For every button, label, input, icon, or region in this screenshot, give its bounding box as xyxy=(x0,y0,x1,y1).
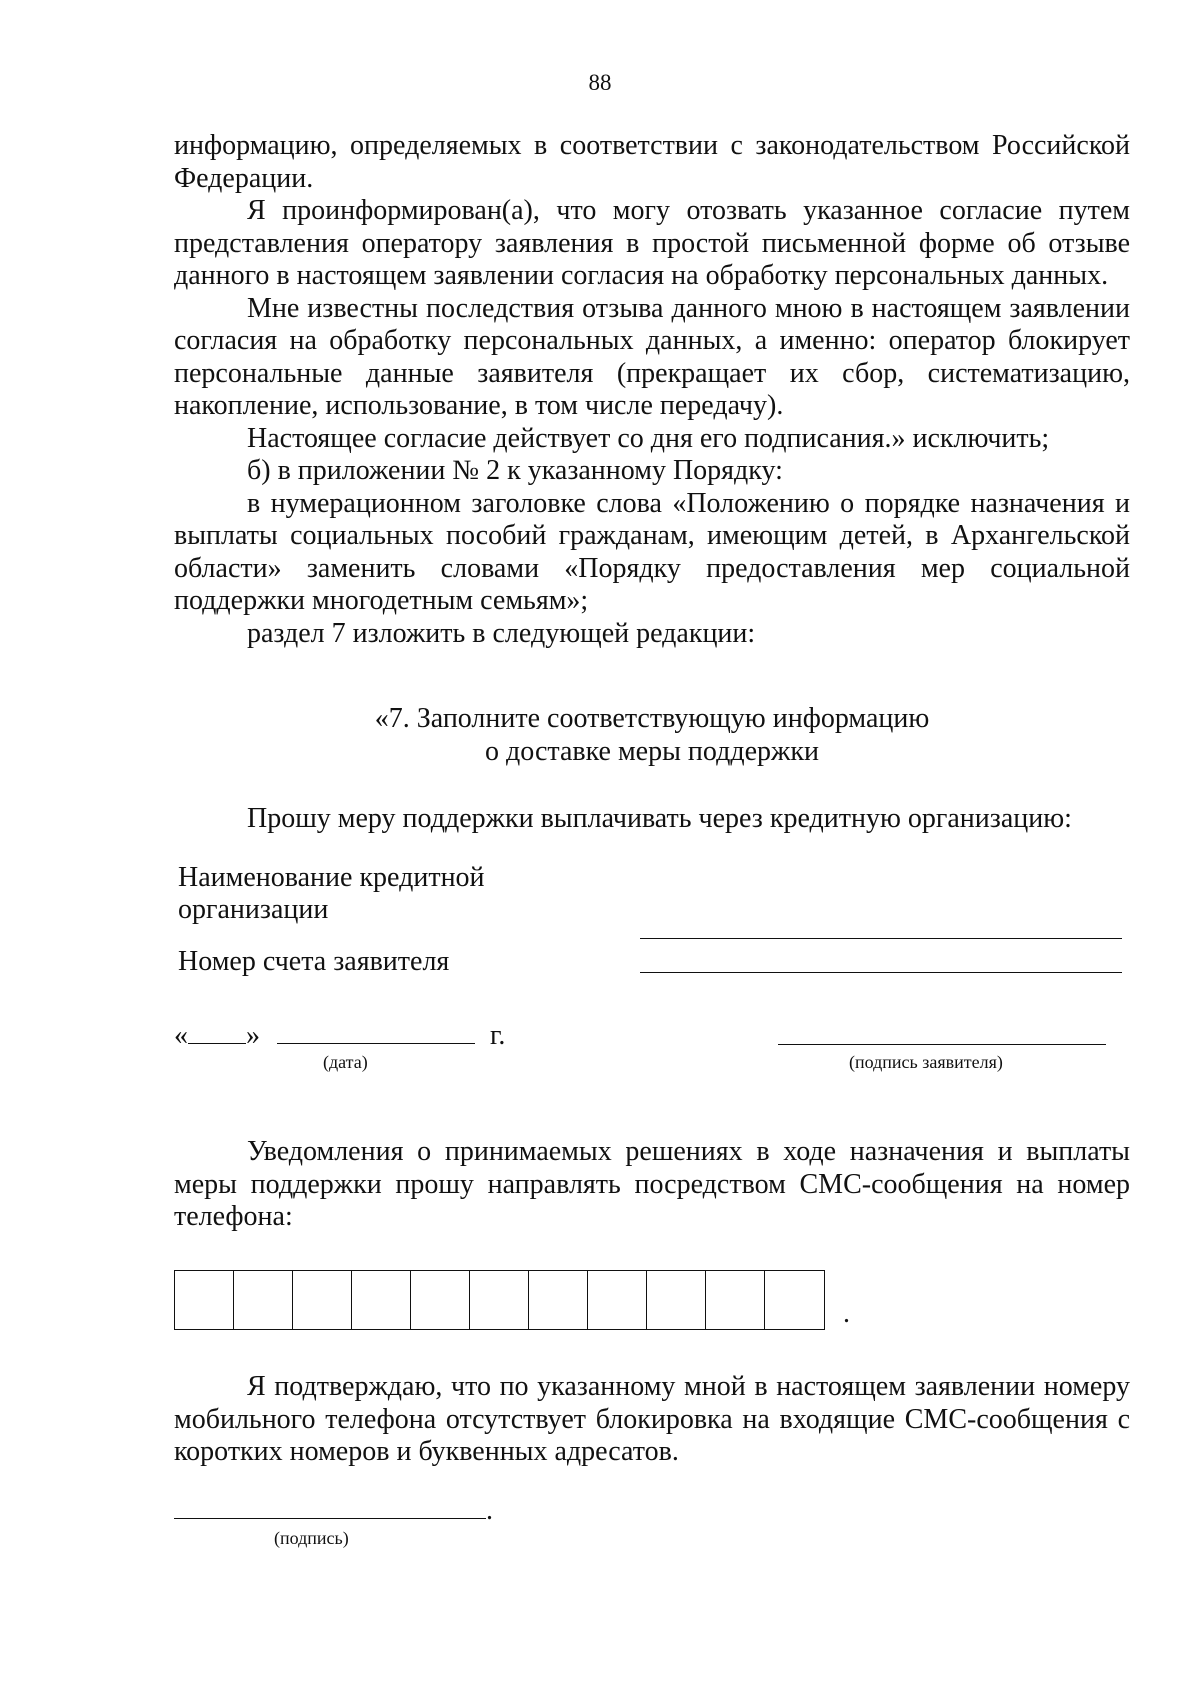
section-heading xyxy=(174,703,1130,768)
phone-digit-box[interactable] xyxy=(293,1271,352,1329)
phone-digit-box[interactable] xyxy=(647,1271,706,1329)
paragraph-appendix: б) в приложении № 2 к указанному Порядку: xyxy=(247,455,783,486)
bank-name-label-1: Наименование кредитной xyxy=(178,862,485,893)
phone-digit-box[interactable] xyxy=(706,1271,765,1329)
phone-number-boxes xyxy=(174,1270,825,1330)
sms-confirmation-text: Я подтверждаю, что по указанному мной в настоящем заявлении номеру мобильного телефона отсутствует блокировка на входящие СМС-сообщения с коротких номеров и буквенных адресатов. xyxy=(174,1371,1130,1467)
phone-trailing-period: . xyxy=(843,1298,850,1329)
phone-digit-box[interactable] xyxy=(411,1271,470,1329)
date-month-field[interactable] xyxy=(277,1021,475,1044)
phone-digit-box[interactable] xyxy=(470,1271,529,1329)
payment-request: Прошу меру поддержки выплачивать через кредитную организацию: xyxy=(247,803,1072,834)
date-close-quote: » xyxy=(246,1020,260,1051)
date-row xyxy=(174,1020,505,1052)
account-number-label: Номер счета заявителя xyxy=(178,946,450,977)
date-year-suffix: г. xyxy=(490,1020,506,1051)
paragraph-consequences: Мне известны последствия отзыва данного мною в настоящем заявлении согласия на обработку персональных данных, а именно: оператор блокирует персональные данные заявителя (прекращает их сбор, систематизацию, накопление, использование, в том числе передачу). xyxy=(174,292,1130,421)
signature-trailing-period: . xyxy=(486,1495,493,1526)
paragraph-continuation: информацию, определяемых в соответствии с законодательством Российской Федерации. xyxy=(174,130,1130,194)
body-text xyxy=(174,130,1130,650)
date-day-field[interactable] xyxy=(188,1021,246,1044)
date-caption: (дата) xyxy=(323,1052,368,1072)
paragraph-validity: Настоящее согласие действует со дня его подписания.» исключить; xyxy=(247,422,1050,454)
phone-digit-box[interactable] xyxy=(352,1271,411,1329)
date-open-quote: « xyxy=(174,1020,188,1051)
phone-digit-box[interactable] xyxy=(588,1271,647,1329)
page-number: 88 xyxy=(588,70,612,95)
sms-confirmation xyxy=(174,1371,1130,1469)
applicant-signature-caption: (подпись заявителя) xyxy=(849,1052,1003,1072)
applicant-signature-field[interactable] xyxy=(778,1044,1106,1045)
section-heading-line-1: «7. Заполните соответствующую информацию xyxy=(374,703,930,734)
phone-digit-box[interactable] xyxy=(765,1271,824,1329)
phone-digit-box[interactable] xyxy=(175,1271,234,1329)
paragraph-withdrawal: Я проинформирован(а), что могу отозвать указанное согласие путем представления оператору заявления в простой письменной форме об отзыве данного в настоящем заявлении согласия на обработку персональных данных. xyxy=(174,195,1130,291)
signature-caption: (подпись) xyxy=(274,1528,349,1548)
account-number-field[interactable] xyxy=(640,972,1122,973)
paragraph-section-intro: раздел 7 изложить в следующей редакции: xyxy=(247,617,756,649)
bank-name-label-2: организации xyxy=(178,894,329,925)
phone-digit-box[interactable] xyxy=(234,1271,293,1329)
bank-name-field[interactable] xyxy=(640,938,1122,939)
sms-notice-text: Уведомления о принимаемых решениях в ходе назначения и выплаты меры поддержки прошу направлять посредством СМС-сообщения на номер телефона: xyxy=(174,1136,1130,1232)
phone-digit-box[interactable] xyxy=(529,1271,588,1329)
signature-field[interactable] xyxy=(174,1518,486,1519)
sms-notice xyxy=(174,1136,1130,1234)
section-heading-line-2: о доставке меры поддержки xyxy=(485,735,819,767)
paragraph-heading-change: в нумерационном заголовке слова «Положению о порядке назначения и выплаты социальных пособий гражданам, имеющим детей, в Архангельской области» заменить словами «Порядку предоставления мер социальной поддержки многодетным семьям»; xyxy=(174,487,1130,616)
